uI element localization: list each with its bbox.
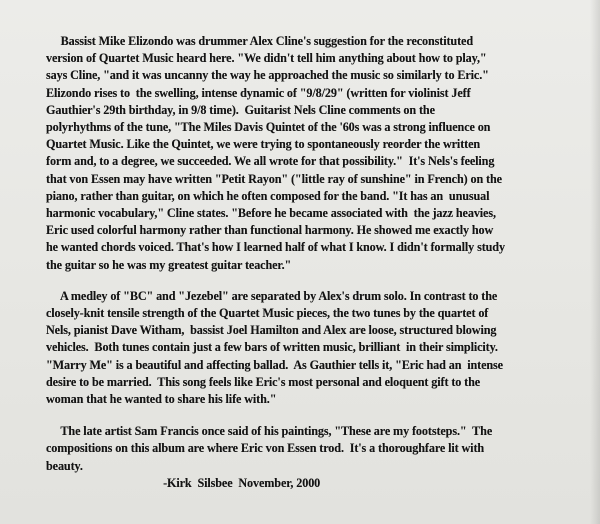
text-line: form and, to a degree, we succeeded. We all wrote for that possibility." It's Nels's feeling	[46, 154, 495, 169]
text-line: he wanted chords voiced. That's how I learned half of what I know. I didn't formally study	[46, 240, 505, 255]
text-line: Elizondo rises to the swelling, intense dynamic of "9/8/29" (written for violinist Jeff	[46, 85, 471, 100]
text-line: Eric used colorful harmony rather than functional harmony. He showed me exactly how	[46, 223, 494, 238]
text-line: that von Essen may have written "Petit Rayon" ("little ray of sunshine" in French) on the	[46, 171, 502, 186]
text-line: compositions on this album are where Eric von Essen trod. It's a thoroughfare lit with	[46, 441, 485, 456]
text-line: the guitar so he was my greatest guitar teacher."	[46, 257, 292, 272]
text-line: Bassist Mike Elizondo was drummer Alex Cline's suggestion for the reconstituted	[46, 34, 473, 48]
text-line: woman that he wanted to share his life with."	[46, 392, 277, 407]
text-line: polyrhythms of the tune, "The Miles Davis Quintet of the '60s was a strong influence on	[46, 120, 491, 135]
text-line: beauty.	[46, 458, 83, 473]
paragraph-1	[46, 33, 556, 274]
text-line: "Marry Me" is a beautiful and affecting ballad. As Gauthier tells it, "Eric had an intense	[46, 357, 503, 372]
text-line: Nels, pianist Dave Witham, bassist Joel Hamilton and Alex are loose, structured blowing	[46, 323, 497, 338]
text-line: harmonic vocabulary," Cline states. "Before he became associated with the jazz heavies,	[46, 206, 496, 221]
text-line: vehicles. Both tunes contain just a few bars of written music, brilliant in their simplicity.	[46, 340, 498, 355]
paragraph-spacer	[46, 274, 556, 288]
paragraph-2	[46, 288, 556, 408]
text-line: closely-knit tensile strength of the Quartet Music pieces, the two tunes by the quartet of	[46, 306, 489, 321]
text-line: The late artist Sam Francis once said of his paintings, "These are my footsteps." The	[46, 424, 493, 439]
text-line: piano, rather than guitar, on which he often composed for the band. "It has an unusual	[46, 188, 490, 203]
text-line: A medley of "BC" and "Jezebel" are separated by Alex's drum solo. In contrast to the	[46, 288, 498, 303]
text-line: says Cline, "and it was uncanny the way he approached the music so similarly to Eric."	[46, 68, 489, 83]
author-signature: -Kirk Silsbee November, 2000	[46, 475, 321, 490]
text-line: version of Quartet Music heard here. "We didn't tell him anything about how to play,"	[46, 51, 487, 66]
text-line: Gauthier's 29th birthday, in 9/8 time). Guitarist Nels Cline comments on the	[46, 102, 435, 117]
text-line: Quartet Music. Like the Quintet, we were trying to spontaneously reorder the written	[46, 137, 481, 152]
text-line: desire to be married. This song feels like Eric's most personal and eloquent gift to the	[46, 374, 481, 389]
paragraph-spacer	[46, 408, 556, 423]
page-edge-shadow	[590, 0, 600, 524]
paragraph-3	[46, 423, 556, 475]
liner-notes-text	[46, 33, 556, 492]
